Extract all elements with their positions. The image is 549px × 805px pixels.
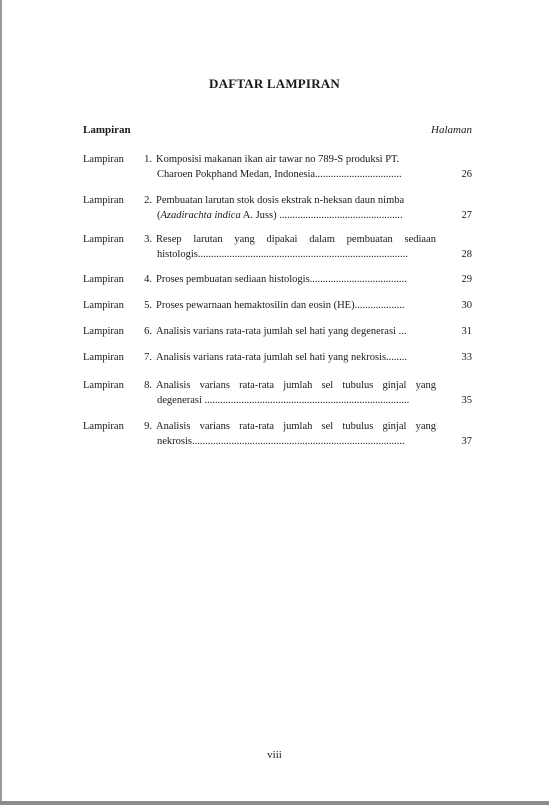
entry-line: Analisis varians rata-rata jumlah sel hati yang nekrosis........ [156, 352, 408, 363]
entry-page: 33 [461, 352, 472, 363]
entry-line: Charoen Pokphand Medan, Indonesia................................. [157, 169, 402, 180]
entry-description [156, 350, 436, 365]
entry-number: 2. [144, 195, 152, 206]
entry-prefix: Lampiran [83, 380, 124, 391]
entry-line: degenerasi .............................................................................. [157, 395, 410, 406]
entry-page: 26 [461, 169, 472, 180]
entry-description [156, 378, 436, 408]
entry-line: Analisis varians rata-rata jumlah sel tubulus ginjal yang [156, 380, 436, 391]
entry-page: 30 [461, 300, 472, 311]
entry-description [156, 272, 436, 287]
entry-description [156, 324, 436, 339]
entry-number: 6. [144, 326, 152, 337]
entry-page: 37 [461, 436, 472, 447]
entry-prefix: Lampiran [83, 352, 124, 363]
entry-prefix: Lampiran [83, 300, 124, 311]
entry-number: 7. [144, 352, 152, 363]
entry-prefix: Lampiran [83, 195, 124, 206]
entry-page: 28 [461, 249, 472, 260]
entry-number: 8. [144, 380, 152, 391]
column-header-halaman: Halaman [431, 124, 472, 136]
entry-prefix: Lampiran [83, 274, 124, 285]
entry-line: histologis................................................................................ [157, 249, 408, 260]
entry-description [156, 232, 436, 262]
entry-number: 9. [144, 421, 152, 432]
column-header-lampiran: Lampiran [83, 124, 131, 136]
entry-prefix: Lampiran [83, 154, 124, 165]
entry-page: 31 [461, 326, 472, 337]
entry-description [156, 152, 436, 182]
entry-number: 5. [144, 300, 152, 311]
entry-page: 27 [461, 210, 472, 221]
scan-edge-left [0, 0, 2, 805]
entry-line: nekrosis................................................................................. [157, 436, 405, 447]
entry-description [156, 193, 436, 223]
entry-line: Resep larutan yang dipakai dalam pembuatan sediaan [156, 234, 436, 245]
entry-prefix: Lampiran [83, 234, 124, 245]
entry-line: Pembuatan larutan stok dosis ekstrak n-heksan daun nimba [156, 195, 405, 206]
entry-line: Komposisi makanan ikan air tawar no 789-S produksi PT. [156, 154, 400, 165]
entry-number: 4. [144, 274, 152, 285]
entry-line: Proses pembuatan sediaan histologis..................................... [156, 274, 407, 285]
entry-prefix: Lampiran [83, 421, 124, 432]
entry-line: Proses pewarnaan hemaktosilin dan eosin (HE)................... [156, 300, 405, 311]
entry-line: Analisis varians rata-rata jumlah sel hati yang degenerasi ... [156, 326, 407, 337]
entry-number: 1. [144, 154, 152, 165]
entry-page: 35 [461, 395, 472, 406]
scan-edge-bottom [0, 801, 549, 805]
entry-number: 3. [144, 234, 152, 245]
entry-page: 29 [461, 274, 472, 285]
page-number: viii [267, 749, 282, 761]
entry-description [156, 298, 436, 313]
entry-line: Analisis varians rata-rata jumlah sel tubulus ginjal yang [156, 421, 436, 432]
entry-prefix: Lampiran [83, 326, 124, 337]
page-title: DAFTAR LAMPIRAN [209, 76, 340, 91]
entry-line: (Azadirachta indica A. Juss) ............................................... [157, 210, 403, 221]
entry-description [156, 419, 436, 449]
